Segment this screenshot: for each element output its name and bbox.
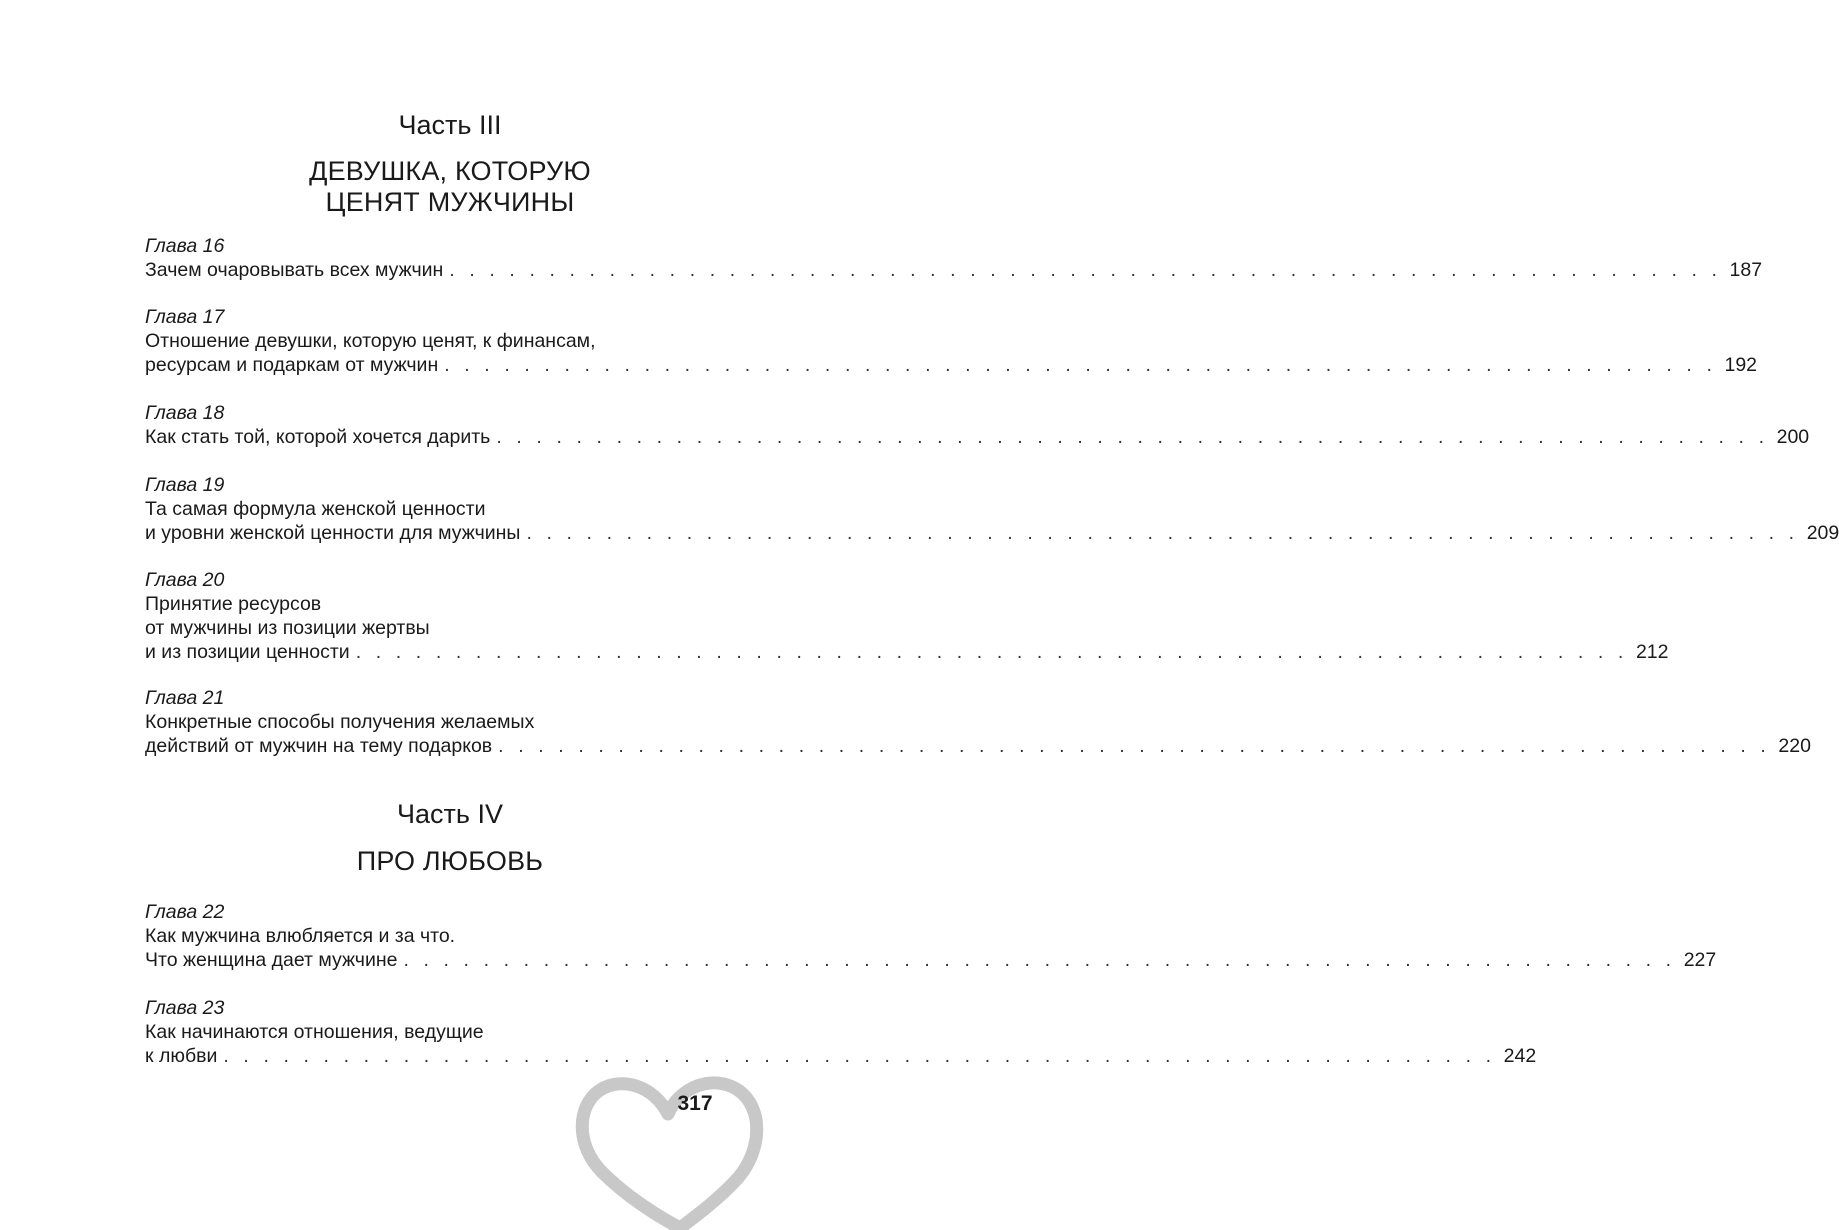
page-ref: 212 bbox=[1635, 641, 1669, 663]
chapter-title: ресурсам и подаркам от мужчин bbox=[145, 354, 439, 376]
toc-entry-chapter-18[interactable] bbox=[145, 401, 1810, 449]
chapter-label: Глава 20 bbox=[145, 569, 225, 591]
page-ref: 242 bbox=[1503, 1045, 1537, 1067]
chapter-title-line: Как начинаются отношения, ведущие bbox=[145, 1021, 484, 1043]
chapter-title: Как стать той, которой хочется дарить bbox=[145, 426, 491, 448]
part-label: Часть III bbox=[398, 110, 502, 140]
chapter-title-line bbox=[145, 353, 1758, 377]
toc-entry-chapter-21[interactable] bbox=[145, 686, 1811, 758]
leader-dots: . . . . . . . . . . . . . . . . . . . . . . . . . . . . . . . . . . . . . . . . . . . . . . . . . . . . . . . . . . . . . . . . bbox=[444, 354, 1717, 376]
chapter-title-line: Конкретные способы получения желаемых bbox=[145, 711, 535, 733]
part-title bbox=[0, 846, 900, 877]
chapter-title-line bbox=[145, 521, 1839, 545]
page-ref: 192 bbox=[1724, 354, 1758, 376]
leader-dots: . . . . . . . . . . . . . . . . . . . . . . . . . . . . . . . . . . . . . . . . . . . . . . . . . . . . . . . . . . . . . . . . bbox=[355, 641, 1628, 663]
page-ref: 209 bbox=[1806, 522, 1839, 544]
chapter-label: Глава 18 bbox=[145, 402, 225, 424]
leader-dots: . . . . . . . . . . . . . . . . . . . . . . . . . . . . . . . . . . . . . . . . . . . . . . . . . . . . . . . . . . . . . . . . bbox=[223, 1045, 1496, 1067]
leader-dots: . . . . . . . . . . . . . . . . . . . . . . . . . . . . . . . . . . . . . . . . . . . . . . . . . . . . . . . . . . . . . . . . bbox=[498, 735, 1771, 757]
part-title bbox=[0, 156, 900, 218]
part-title-line: ПРО ЛЮБОВЬ bbox=[356, 846, 544, 876]
part-label: Часть IV bbox=[397, 799, 503, 829]
page-ref: 200 bbox=[1776, 426, 1810, 448]
chapter-title-line bbox=[145, 258, 1763, 282]
chapter-title-line bbox=[145, 425, 1810, 449]
chapter-title-line: Та самая формула женской ценности bbox=[145, 498, 486, 520]
chapter-label: Глава 19 bbox=[145, 474, 225, 496]
part-title-line: ДЕВУШКА, КОТОРУЮ bbox=[309, 156, 591, 186]
leader-dots: . . . . . . . . . . . . . . . . . . . . . . . . . . . . . . . . . . . . . . . . . . . . . . . . . . . . . . . . . . . . . . . . bbox=[496, 426, 1769, 448]
chapter-title-line: от мужчины из позиции жертвы bbox=[145, 617, 430, 639]
chapter-title: и уровни женской ценности для мужчины bbox=[145, 522, 521, 544]
leader-dots: . . . . . . . . . . . . . . . . . . . . . . . . . . . . . . . . . . . . . . . . . . . . . . . . . . . . . . . . . . . . . . . . bbox=[526, 522, 1799, 544]
toc-entry-chapter-22[interactable] bbox=[145, 900, 1717, 972]
chapter-label: Глава 21 bbox=[145, 687, 225, 709]
chapter-title: действий от мужчин на тему подарков bbox=[145, 735, 493, 757]
chapter-title-line: Отношение девушки, которую ценят, к финансам, bbox=[145, 330, 596, 352]
chapter-title: и из позиции ценности bbox=[145, 641, 350, 663]
toc-entry-chapter-19[interactable] bbox=[145, 473, 1839, 545]
toc-entry-chapter-20[interactable] bbox=[145, 568, 1669, 664]
toc-entry-chapter-23[interactable] bbox=[145, 996, 1537, 1068]
page-ref: 227 bbox=[1683, 949, 1717, 971]
leader-dots: . . . . . . . . . . . . . . . . . . . . . . . . . . . . . . . . . . . . . . . . . . . . . . . . . . . . . . . . . . . . . . . . bbox=[403, 949, 1676, 971]
chapter-title-line: Принятие ресурсов bbox=[145, 593, 322, 615]
toc-entry-chapter-17[interactable] bbox=[145, 305, 1758, 377]
page-number: 317 bbox=[677, 1092, 713, 1115]
chapter-label: Глава 16 bbox=[145, 235, 225, 257]
chapter-title: Зачем очаровывать всех мужчин bbox=[145, 259, 444, 281]
chapter-title: к любви bbox=[145, 1045, 218, 1067]
chapter-title-line bbox=[145, 640, 1669, 664]
chapter-label: Глава 23 bbox=[145, 997, 225, 1019]
chapter-title-line bbox=[145, 734, 1811, 758]
leader-dots: . . . . . . . . . . . . . . . . . . . . . . . . . . . . . . . . . . . . . . . . . . . . . . . . . . . . . . . . . . . . . . . . bbox=[449, 259, 1722, 281]
chapter-title: Что женщина дает мужчине bbox=[145, 949, 398, 971]
chapter-title-line: Как мужчина влюбляется и за что. bbox=[145, 925, 456, 947]
chapter-title-line bbox=[145, 948, 1717, 972]
toc-entry-chapter-16[interactable] bbox=[145, 234, 1763, 282]
page-ref: 187 bbox=[1729, 259, 1763, 281]
chapter-label: Глава 22 bbox=[145, 901, 225, 923]
chapter-title-line bbox=[145, 1044, 1537, 1068]
part-title-line: ЦЕНЯТ МУЖЧИНЫ bbox=[325, 187, 575, 217]
page-ref: 220 bbox=[1778, 735, 1811, 757]
chapter-label: Глава 17 bbox=[145, 306, 225, 328]
